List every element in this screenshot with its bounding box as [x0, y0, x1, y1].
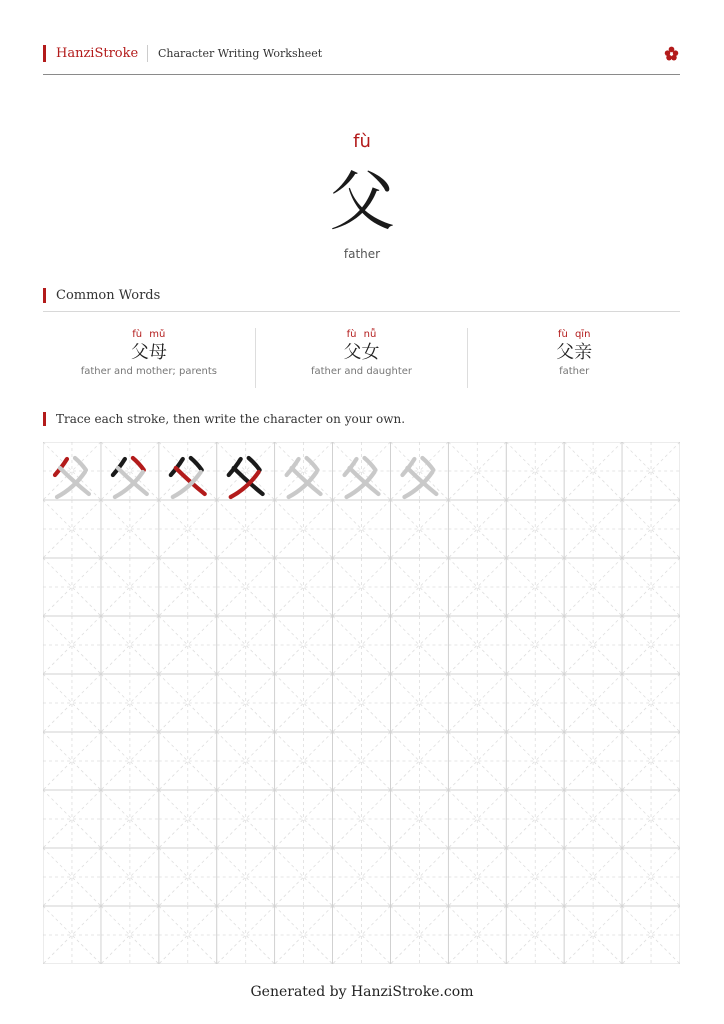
writing-cell: [390, 500, 448, 558]
writing-cell: [564, 616, 622, 674]
grid-lines: [43, 442, 680, 964]
word-pinyin: fù nǚ: [346, 329, 377, 340]
writing-cell: [159, 732, 217, 790]
writing-cell: [390, 906, 448, 964]
character-meaning: father: [343, 247, 381, 261]
writing-cell: [159, 848, 217, 906]
brand-name[interactable]: HanziStroke: [43, 45, 138, 62]
common-words-heading: Common Words: [43, 288, 160, 303]
writing-cell: [564, 790, 622, 848]
writing-cell: [390, 674, 448, 732]
character-pinyin: fù: [353, 131, 371, 152]
writing-cell: [506, 732, 564, 790]
writing-cell: [101, 732, 159, 790]
writing-cell: [159, 674, 217, 732]
word-card: [43, 328, 256, 388]
character-stroke: [249, 458, 260, 470]
writing-cell: [159, 500, 217, 558]
writing-cell: [622, 558, 680, 616]
writing-cell: [622, 500, 680, 558]
writing-cell: [159, 790, 217, 848]
practice-grid[interactable]: [43, 442, 680, 964]
plum-blossom-icon: [664, 46, 679, 61]
footer-credit: Generated by HanziStroke.com: [250, 984, 474, 1000]
writing-cell: [159, 906, 217, 964]
writing-cell: [333, 616, 391, 674]
writing-cell: [275, 558, 333, 616]
writing-cell: [43, 790, 101, 848]
writing-cell: [43, 674, 101, 732]
writing-cell: [275, 442, 333, 500]
writing-cell: [217, 732, 275, 790]
writing-cell: [333, 558, 391, 616]
writing-cell: [448, 906, 506, 964]
word-pinyin: fù mǔ: [132, 329, 166, 340]
writing-cell: [217, 790, 275, 848]
writing-cell: [101, 674, 159, 732]
writing-cell: [506, 500, 564, 558]
writing-cell: [217, 616, 275, 674]
character-stroke: [75, 458, 86, 470]
writing-cell: [506, 790, 564, 848]
word-hanzi: 父母: [130, 342, 167, 363]
writing-cell: [217, 848, 275, 906]
writing-cell: [101, 442, 159, 500]
character-stroke: [422, 458, 433, 470]
writing-cell: [275, 906, 333, 964]
writing-cell: [217, 558, 275, 616]
writing-cell: [564, 558, 622, 616]
writing-cell: [622, 616, 680, 674]
writing-cell: [506, 674, 564, 732]
writing-cell: [43, 500, 101, 558]
writing-cell: [564, 442, 622, 500]
writing-cell: [43, 848, 101, 906]
writing-cell: [390, 732, 448, 790]
writing-cell: [333, 500, 391, 558]
writing-cell: [43, 558, 101, 616]
writing-cell: [506, 616, 564, 674]
writing-cell: [159, 616, 217, 674]
writing-cell: [159, 442, 217, 500]
writing-cell: [448, 732, 506, 790]
writing-cell: [622, 442, 680, 500]
writing-cell: [101, 558, 159, 616]
word-pinyin: fù qīn: [557, 329, 591, 340]
writing-cell: [43, 616, 101, 674]
writing-cell: [333, 848, 391, 906]
writing-cell: [390, 616, 448, 674]
writing-cell: [622, 906, 680, 964]
section-divider: [43, 311, 680, 312]
writing-cell: [43, 906, 101, 964]
writing-cell: [101, 906, 159, 964]
writing-cell: [390, 558, 448, 616]
writing-cell: [622, 848, 680, 906]
writing-cell: [333, 442, 391, 500]
word-hanzi: 父亲: [556, 342, 593, 363]
word-card: [256, 328, 469, 388]
writing-cell: [217, 906, 275, 964]
writing-cell: [506, 848, 564, 906]
writing-cell: [101, 848, 159, 906]
writing-cell: [333, 674, 391, 732]
writing-cell: [506, 558, 564, 616]
writing-cell: [622, 674, 680, 732]
writing-cell: [564, 674, 622, 732]
writing-cell: [275, 674, 333, 732]
writing-cell: [333, 906, 391, 964]
writing-cell: [448, 500, 506, 558]
writing-cell: [564, 500, 622, 558]
writing-cell: [448, 848, 506, 906]
writing-cell: [217, 442, 275, 500]
writing-cell: [506, 906, 564, 964]
writing-cell: [390, 442, 448, 500]
writing-cell: [101, 616, 159, 674]
writing-cell: [101, 500, 159, 558]
writing-cell: [275, 500, 333, 558]
character-stroke: [364, 458, 375, 470]
word-meaning: father and mother; parents: [80, 366, 217, 377]
writing-cell: [43, 442, 101, 500]
word-meaning: father: [559, 366, 590, 377]
writing-cell: [622, 732, 680, 790]
writing-cell: [275, 732, 333, 790]
writing-cell: [333, 732, 391, 790]
common-words-list: [43, 328, 680, 388]
writing-cell: [448, 558, 506, 616]
character-stroke: [191, 458, 202, 470]
header-divider: [147, 45, 148, 62]
word-meaning: father and daughter: [310, 366, 413, 377]
writing-cell: [622, 790, 680, 848]
word-hanzi: 父女: [343, 342, 380, 363]
worksheet-title: Character Writing Worksheet: [158, 47, 323, 60]
writing-cell: [217, 500, 275, 558]
writing-cell: [448, 790, 506, 848]
writing-cell: [101, 790, 159, 848]
writing-cell: [448, 442, 506, 500]
writing-cell: [564, 906, 622, 964]
writing-cell: [333, 790, 391, 848]
main-character: 父: [329, 163, 395, 240]
writing-cell: [448, 674, 506, 732]
writing-cell: [448, 616, 506, 674]
writing-cell: [506, 442, 564, 500]
writing-cell: [275, 848, 333, 906]
character-stroke: [307, 458, 318, 470]
practice-instruction: Trace each stroke, then write the character on your own.: [43, 412, 405, 426]
word-card: [468, 328, 680, 388]
character-stroke: [133, 458, 144, 470]
writing-cell: [275, 790, 333, 848]
writing-cell: [275, 616, 333, 674]
writing-cell: [564, 848, 622, 906]
writing-cell: [564, 732, 622, 790]
writing-cell: [390, 790, 448, 848]
writing-cell: [390, 848, 448, 906]
writing-cell: [159, 558, 217, 616]
writing-cell: [43, 732, 101, 790]
writing-cell: [217, 674, 275, 732]
worksheet-header: [43, 44, 680, 75]
